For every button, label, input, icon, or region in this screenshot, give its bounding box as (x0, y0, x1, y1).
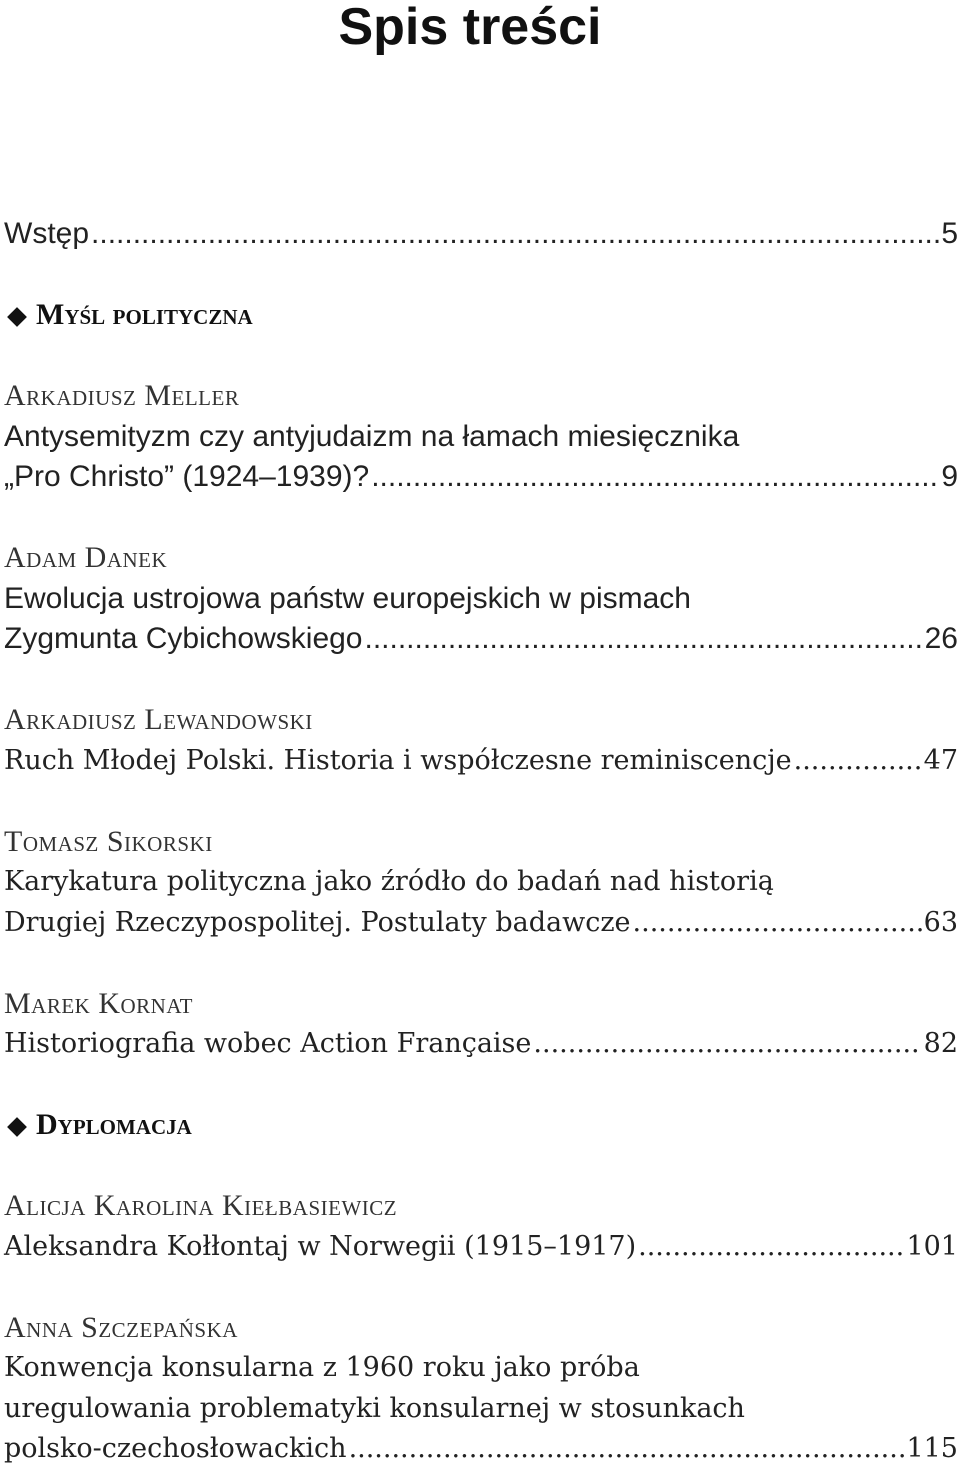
toc-entry[interactable] (4, 1024, 958, 1065)
section-heading: Dyplomacja (4, 1105, 958, 1146)
toc-entry[interactable] (4, 457, 958, 498)
entry-author: Adam Danek (4, 541, 168, 574)
toc-entry[interactable] (4, 1429, 958, 1470)
page-number: 63 (923, 906, 958, 938)
leader-dots (349, 1429, 905, 1470)
toc-entry[interactable] (4, 619, 958, 660)
page-number: 26 (924, 622, 958, 655)
leader-dots (638, 1227, 904, 1268)
page-number: 47 (923, 744, 958, 776)
entry-title-line[interactable]: Karykatura polityczna jako źródło do badań nad historią (4, 866, 774, 897)
entry-author: Arkadiusz Lewandowski (4, 703, 313, 736)
page-number: 82 (923, 1028, 958, 1059)
entry-title-line: Ruch Młodej Polski. Historia i współczesne reminiscencje (4, 744, 792, 776)
diamond-bullet-icon (7, 1117, 27, 1137)
leader-dots (794, 741, 922, 782)
entry-title-line: „Pro Christo” (1924–1939)? (4, 460, 370, 493)
table-of-contents (4, 214, 958, 1470)
entry-title-line: Historiografia wobec Action Française (4, 1028, 532, 1059)
leader-dots (371, 457, 939, 498)
toc-entry[interactable] (4, 741, 958, 782)
toc-entry[interactable] (4, 1227, 958, 1268)
entry-title-line[interactable]: uregulowania problematyki konsularnej w stosunkach (4, 1392, 745, 1424)
entry-title-line: Drugiej Rzeczypospolitej. Postulaty badawcze (4, 906, 631, 938)
entry-title-line[interactable]: Konwencja konsularna z 1960 roku jako próba (4, 1352, 640, 1383)
entry-author: Arkadiusz Meller (4, 379, 240, 412)
section-heading: Myśl polityczna (4, 295, 958, 336)
page-number: 115 (906, 1433, 958, 1464)
entry-title: Wstęp (4, 217, 90, 250)
entry-author: Tomasz Sikorski (4, 824, 213, 858)
entry-author: Anna Szczepańska (4, 1310, 238, 1344)
entry-title-line: Aleksandra Kołłontaj w Norwegii (1915–1917) (4, 1230, 637, 1262)
leader-dots (633, 903, 922, 944)
leader-dots (91, 214, 939, 255)
page-number: 101 (906, 1230, 958, 1262)
entry-title-line[interactable]: Ewolucja ustrojowa państw europejskich w pismach (4, 581, 691, 615)
entry-title-line: polsko-czechosłowackich (4, 1433, 347, 1464)
leader-dots (365, 619, 923, 660)
leader-dots (533, 1024, 921, 1065)
toc-entry-intro[interactable] (4, 214, 958, 255)
entry-author: Marek Kornat (4, 986, 194, 1020)
entry-author: Alicja Karolina Kiełbasiewicz (4, 1189, 398, 1222)
page-number: 9 (941, 460, 958, 493)
entry-title-line[interactable]: Antysemityzm czy antyjudaizm na łamach miesięcznika (4, 419, 740, 453)
page-number: 5 (941, 217, 958, 250)
page-title: Spis treści (338, 0, 602, 56)
toc-entry[interactable] (4, 903, 958, 944)
diamond-bullet-icon (7, 307, 27, 327)
entry-title-line: Zygmunta Cybichowskiego (4, 622, 363, 655)
